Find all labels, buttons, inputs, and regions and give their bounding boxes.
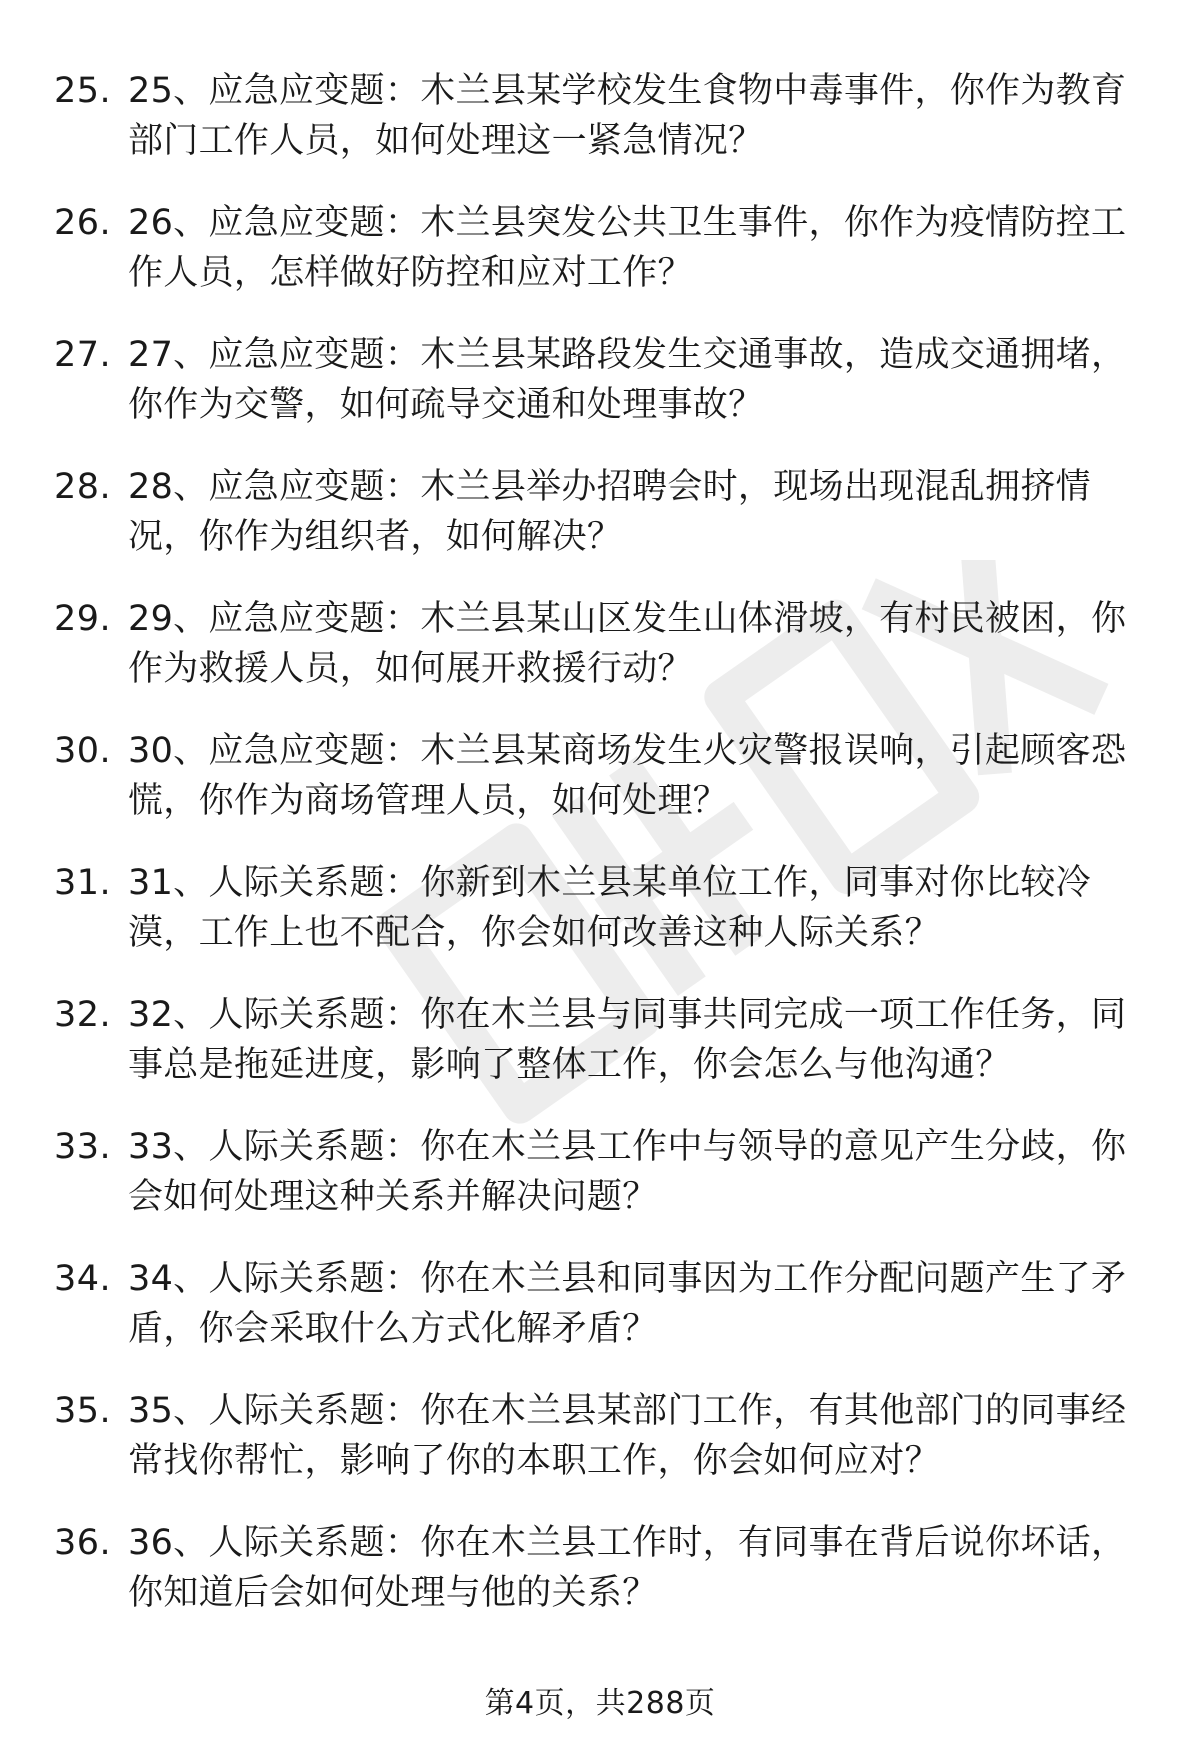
question-number: 36. (54, 1523, 112, 1563)
list-item (50, 462, 1150, 594)
question-text: 36、人际关系题：你在木兰县工作时，有同事在背后说你坏话，你知道后会如何处理与他的关系？ (128, 1523, 1127, 1613)
question-number: 32. (54, 995, 112, 1035)
question-number: 26. (54, 203, 112, 243)
question-text: 34、人际关系题：你在木兰县和同事因为工作分配问题产生了矛盾，你会采取什么方式化解矛盾？ (128, 1259, 1127, 1349)
question-number: 31. (54, 863, 112, 903)
list-item (50, 1386, 1150, 1518)
list-item (50, 1122, 1150, 1254)
question-text: 32、人际关系题：你在木兰县与同事共同完成一项工作任务，同事总是拖延进度，影响了整体工作，你会怎么与他沟通？ (128, 995, 1127, 1085)
list-item (50, 198, 1150, 330)
question-number: 29. (54, 599, 112, 639)
question-number: 30. (54, 731, 112, 771)
question-text: 27、应急应变题：木兰县某路段发生交通事故，造成交通拥堵，你作为交警，如何疏导交通和处理事故？ (128, 335, 1127, 425)
list-item (50, 726, 1150, 858)
question-number: 34. (54, 1259, 112, 1299)
question-number: 27. (54, 335, 112, 375)
list-item (50, 66, 1150, 198)
question-text: 25、应急应变题：木兰县某学校发生食物中毒事件，你作为教育部门工作人员，如何处理这一紧急情况？ (128, 71, 1127, 161)
list-item (50, 858, 1150, 990)
question-text: 26、应急应变题：木兰县突发公共卫生事件，你作为疫情防控工作人员，怎样做好防控和应对工作？ (128, 203, 1127, 293)
question-list (50, 66, 1150, 1650)
question-text: 31、人际关系题：你新到木兰县某单位工作，同事对你比较冷漠，工作上也不配合，你会如何改善这种人际关系？ (128, 863, 1091, 953)
list-item (50, 1254, 1150, 1386)
list-item (50, 594, 1150, 726)
question-text: 33、人际关系题：你在木兰县工作中与领导的意见产生分歧，你会如何处理这种关系并解决问题？ (128, 1127, 1127, 1217)
list-item (50, 990, 1150, 1122)
list-item (50, 1518, 1150, 1650)
page-number-footer: 第4页，共288页 (484, 1686, 716, 1721)
question-number: 25. (54, 71, 112, 111)
list-item (50, 330, 1150, 462)
question-text: 30、应急应变题：木兰县某商场发生火灾警报误响，引起顾客恐慌，你作为商场管理人员，如何处理？ (128, 731, 1127, 821)
question-text: 29、应急应变题：木兰县某山区发生山体滑坡，有村民被困，你作为救援人员，如何展开救援行动？ (128, 599, 1127, 689)
question-text: 28、应急应变题：木兰县举办招聘会时，现场出现混乱拥挤情况，你作为组织者，如何解决？ (128, 467, 1091, 557)
question-text: 35、人际关系题：你在木兰县某部门工作，有其他部门的同事经常找你帮忙，影响了你的本职工作，你会如何应对？ (128, 1391, 1127, 1481)
question-number: 33. (54, 1127, 112, 1167)
question-number: 28. (54, 467, 112, 507)
question-number: 35. (54, 1391, 112, 1431)
